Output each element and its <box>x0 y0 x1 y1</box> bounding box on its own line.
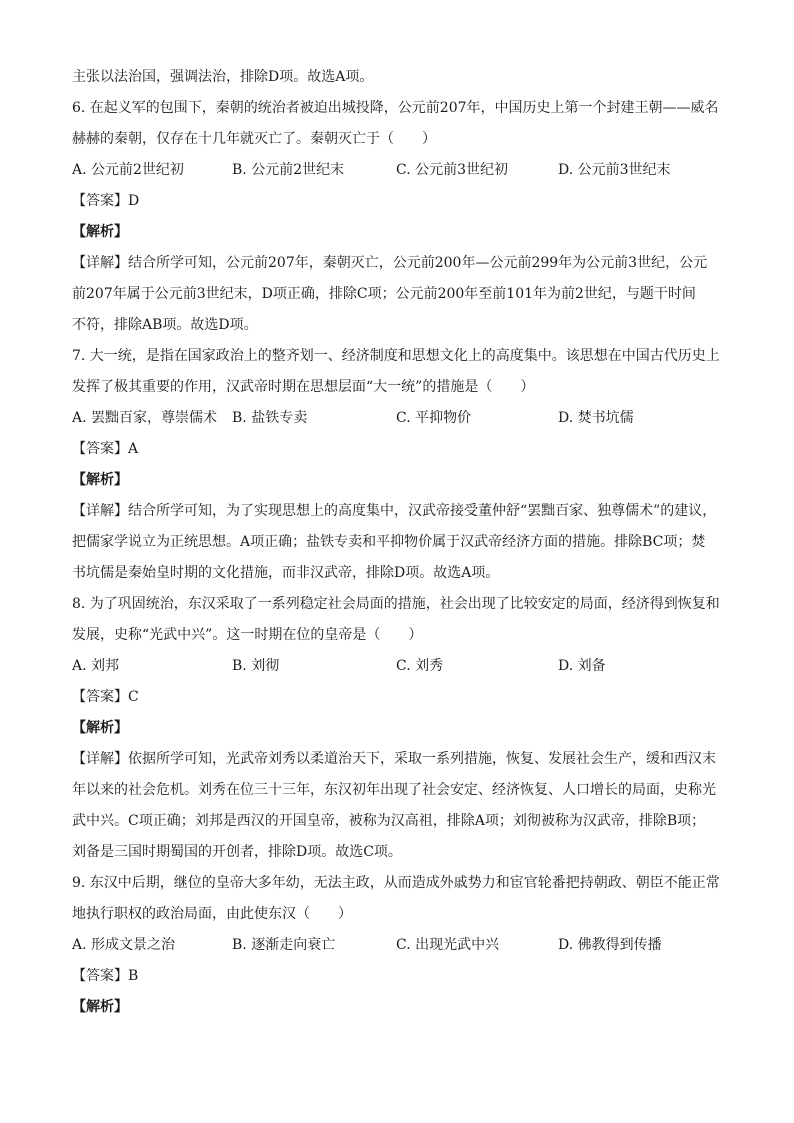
question-9-option-b: B. 逐渐走向衰亡 <box>232 937 336 953</box>
question-6-detail-line-2: 前207年属于公元前3世纪末，D项正确，排除C项；公元前200年至前101年为前2世纪，与题干时间 <box>72 286 696 302</box>
question-9-option-c: C. 出现光武中兴 <box>396 937 500 953</box>
question-6-options <box>72 155 724 186</box>
question-7-option-b: B. 盐铁专卖 <box>232 410 308 426</box>
question-6-option-d: D. 公元前3世纪末 <box>558 162 671 178</box>
question-6-option-b: B. 公元前2世纪末 <box>232 162 345 178</box>
question-7-stem-line-2: 发挥了极其重要的作用，汉武帝时期在思想层面“大一统”的措施是（ ） <box>72 379 535 395</box>
question-8-analysis-heading: 【解析】 <box>72 720 128 736</box>
question-7-answer: 【答案】A <box>72 441 139 457</box>
question-7-detail-line-1: 【详解】结合所学可知，为了实现思想上的高度集中，汉武帝接受董仲舒“罢黜百家、独尊儒术”的建议， <box>72 503 717 519</box>
question-8-option-c: C. 刘秀 <box>396 658 444 674</box>
question-9-stem-line-1: 9. 东汉中后期，继位的皇帝大多年幼，无法主政，从而造成外戚势力和宦官轮番把持朝政、朝臣不能正常 <box>72 875 720 891</box>
question-6-option-c: C. 公元前3世纪初 <box>396 162 509 178</box>
question-6-stem-line-2: 赫赫的秦朝，仅存在十几年就灭亡了。秦朝灭亡于（ ） <box>72 131 436 147</box>
question-6-answer: 【答案】D <box>72 193 140 209</box>
question-8-option-a: A. 刘邦 <box>72 658 120 674</box>
question-7 <box>72 341 724 589</box>
question-8-option-d: D. 刘备 <box>558 658 606 674</box>
question-8 <box>72 589 724 868</box>
question-6-option-a: A. 公元前2世纪初 <box>72 162 184 178</box>
question-8-stem-line-2: 发展，史称“光武中兴”。这一时期在位的皇帝是（ ） <box>72 627 423 643</box>
question-9-stem-line-2: 地执行职权的政治局面，由此使东汉（ ） <box>72 906 352 922</box>
question-8-options <box>72 651 724 682</box>
intro-text: 主张以法治国，强调法治，排除D项。故选A项。 <box>72 69 374 85</box>
question-9-analysis-heading: 【解析】 <box>72 999 128 1015</box>
question-7-options <box>72 403 724 434</box>
question-8-stem-line-1: 8. 为了巩固统治，东汉采取了一系列稳定社会局面的措施，社会出现了比较安定的局面，经济得到恢复和 <box>72 596 720 612</box>
question-7-stem-line-1: 7. 大一统，是指在国家政治上的整齐划一、经济制度和思想文化上的高度集中。该思想在中国古代历史上 <box>72 348 720 364</box>
question-7-detail-line-3: 书坑儒是秦始皇时期的文化措施，而非汉武帝，排除D项。故选A项。 <box>72 565 500 581</box>
question-7-analysis-heading: 【解析】 <box>72 472 128 488</box>
question-6-detail-line-3: 不符，排除AB项。故选D项。 <box>72 317 258 333</box>
question-7-option-c: C. 平抑物价 <box>396 410 472 426</box>
question-6-stem-line-1: 6. 在起义军的包围下，秦朝的统治者被迫出城投降，公元前207年，中国历史上第一个封建王朝——威名 <box>72 100 719 116</box>
question-6 <box>72 93 724 341</box>
question-6-detail-line-1: 【详解】结合所学可知，公元前207年，秦朝灭亡，公元前200年—公元前299年为公元前3世纪，公元 <box>72 255 708 271</box>
question-9-option-a: A. 形成文景之治 <box>72 937 176 953</box>
question-8-detail-line-4: 刘备是三国时期蜀国的开创者，排除D项。故选C项。 <box>72 844 402 860</box>
question-7-option-d: D. 焚书坑儒 <box>558 410 634 426</box>
question-9 <box>72 868 724 1023</box>
question-8-detail-line-1: 【详解】依据所学可知，光武帝刘秀以柔道治天下，采取一系列措施，恢复、发展社会生产，缓和西汉末 <box>72 751 716 767</box>
question-7-detail-line-2: 把儒家学说立为正统思想。A项正确；盐铁专卖和平抑物价属于汉武帝经济方面的措施。排除BC项；焚 <box>72 534 706 550</box>
question-8-option-b: B. 刘彻 <box>232 658 280 674</box>
question-8-detail-line-2: 年以来的社会危机。刘秀在位三十三年，东汉初年出现了社会安定、经济恢复、人口增长的局面，史称光 <box>72 782 716 798</box>
document-page <box>72 62 724 1023</box>
question-8-detail-line-3: 武中兴。C项正确；刘邦是西汉的开国皇帝，被称为汉高祖，排除A项；刘彻被称为汉武帝，排除B项； <box>72 813 706 829</box>
question-6-analysis-heading: 【解析】 <box>72 224 128 240</box>
question-9-options <box>72 930 724 961</box>
question-9-answer: 【答案】B <box>72 968 139 984</box>
question-9-option-d: D. 佛教得到传播 <box>558 937 662 953</box>
question-7-option-a: A. 罢黜百家，尊崇儒术 <box>72 410 218 426</box>
question-8-answer: 【答案】C <box>72 689 139 705</box>
